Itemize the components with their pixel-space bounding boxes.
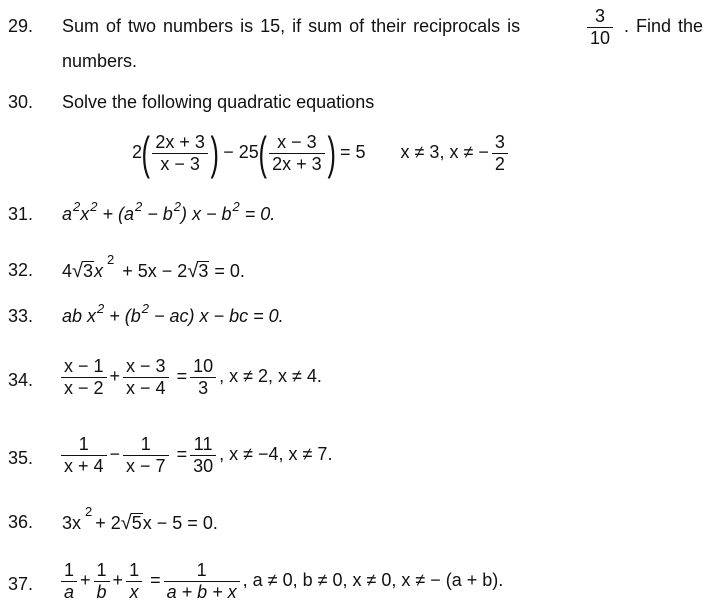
equation: $\frac{1}{a}$ + $\frac{1}{b}$ + $\frac{1}{x}$ = $\frac{1}{a + b + x}$ , a ≠ 0, b ≠ 0, x ≠ 0, x ≠ − (a + b). bbox=[58, 560, 503, 602]
question-number: 35. bbox=[8, 448, 34, 468]
equation: $\frac{1}{x + 4}$ − $\frac{1}{x - 7}$ = $\frac{11}{30}$ , x ≠ −4, x ≠ 7. bbox=[58, 434, 332, 476]
equation: $4√3x^2 + 5x - 2√3 = 0$. bbox=[62, 252, 245, 282]
reciprocal-fraction: $\frac{3}{10}$ bbox=[584, 6, 616, 48]
question-number: 31. bbox=[8, 204, 34, 224]
question-text: Solve the following quadratic equations bbox=[62, 92, 375, 112]
equation: ab $x^2 + (b^2 - ac) x$ − bc = 0. bbox=[62, 301, 284, 326]
question-number: 33. bbox=[8, 306, 34, 326]
question-text-end: . Find the bbox=[624, 16, 704, 36]
equation: $3x^2+ 2√5x - 5 = 0$. bbox=[62, 504, 218, 534]
question-number: 34. bbox=[8, 370, 34, 390]
equation-30: 2( $\frac{2x + 3}{x - 3}$ ) − 25( $\frac{x - 3}{2x + 3}$ ) = 5 x ≠ 3, x ≠ − $\frac{3}{2}$ bbox=[132, 130, 721, 176]
question-number: 36. bbox=[8, 512, 34, 532]
question-number: 37. bbox=[8, 574, 34, 594]
question-number: 32. bbox=[8, 260, 34, 280]
question-text-line2: numbers. bbox=[62, 51, 138, 71]
question-text-start: Sum of two numbers is 15, if sum of their reciprocals is bbox=[62, 16, 521, 36]
equation: $\frac{x - 1}{x - 2}$ + $\frac{x - 3}{x - 4}$ = $\frac{10}{3}$ , x ≠ 2, x ≠ 4. bbox=[58, 356, 322, 398]
question-text bbox=[62, 16, 520, 37]
question-number: 30. bbox=[8, 92, 34, 112]
question-number: 29. bbox=[8, 16, 34, 36]
equation: $a^2x^2 + (a^2 - b^2) x - b^2 = 0$. bbox=[62, 199, 276, 224]
